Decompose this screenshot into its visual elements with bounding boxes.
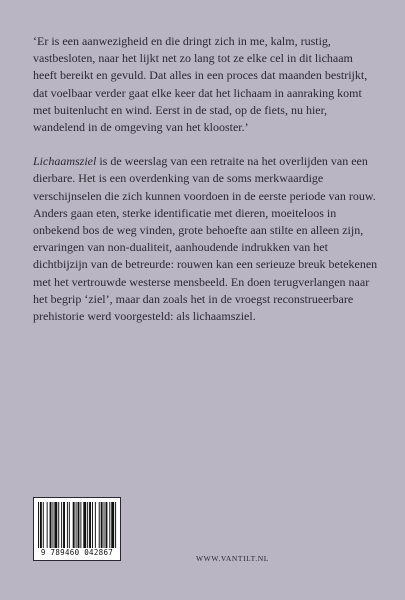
- book-title-italic: Lichaamsziel: [33, 154, 97, 169]
- isbn-barcode: [33, 497, 121, 561]
- publisher-url: WWW.VANTILT.NL: [196, 554, 269, 563]
- description-paragraph: [33, 153, 378, 325]
- opening-quote: ‘Er is een aanwezigheid en die dringt zich in me, kalm, rustig, vastbesloten, naar het lijkt net zo lang tot ze elke cel in dit lichaam heeft bereikt en gevuld. Dat alles in een proces dat maanden bestrijkt, dat voelbaar verder gaat elke keer dat het lichaam in aanraking komt met buitenlucht en wind. Eerst in de stad, op de fiets, nu hier, wandelend in de omgeving van het klooster.’: [33, 34, 368, 135]
- isbn-number: 9 789460 042867: [40, 548, 114, 557]
- barcode-bars: [38, 502, 118, 548]
- blurb-text: [33, 33, 378, 325]
- description-text: is de weerslag van een retraite na het overlijden van een dierbare. Het is een overdenking van de soms merkwaardige verschijnselen die zich kunnen voordoen in de eerste periode van rouw. Anders gaan eten, sterke identificatie met dieren, moeiteloos in onbekend bos de weg vinden, grote behoefte aan stilte en alleen zijn, ervaringen van non-dualiteit, aanhoudende indrukken van het dichtbijzijn van de betreurde: rouwen kan een serieuze breuk betekenen met het vertrouwde westerse mensbeeld. En doen terugverlangen naar het begrip ‘ziel’, maar dan zoals het in de vroegst reconstrueerbare prehistorie werd voorgesteld: als lichaamsziel.: [33, 154, 378, 324]
